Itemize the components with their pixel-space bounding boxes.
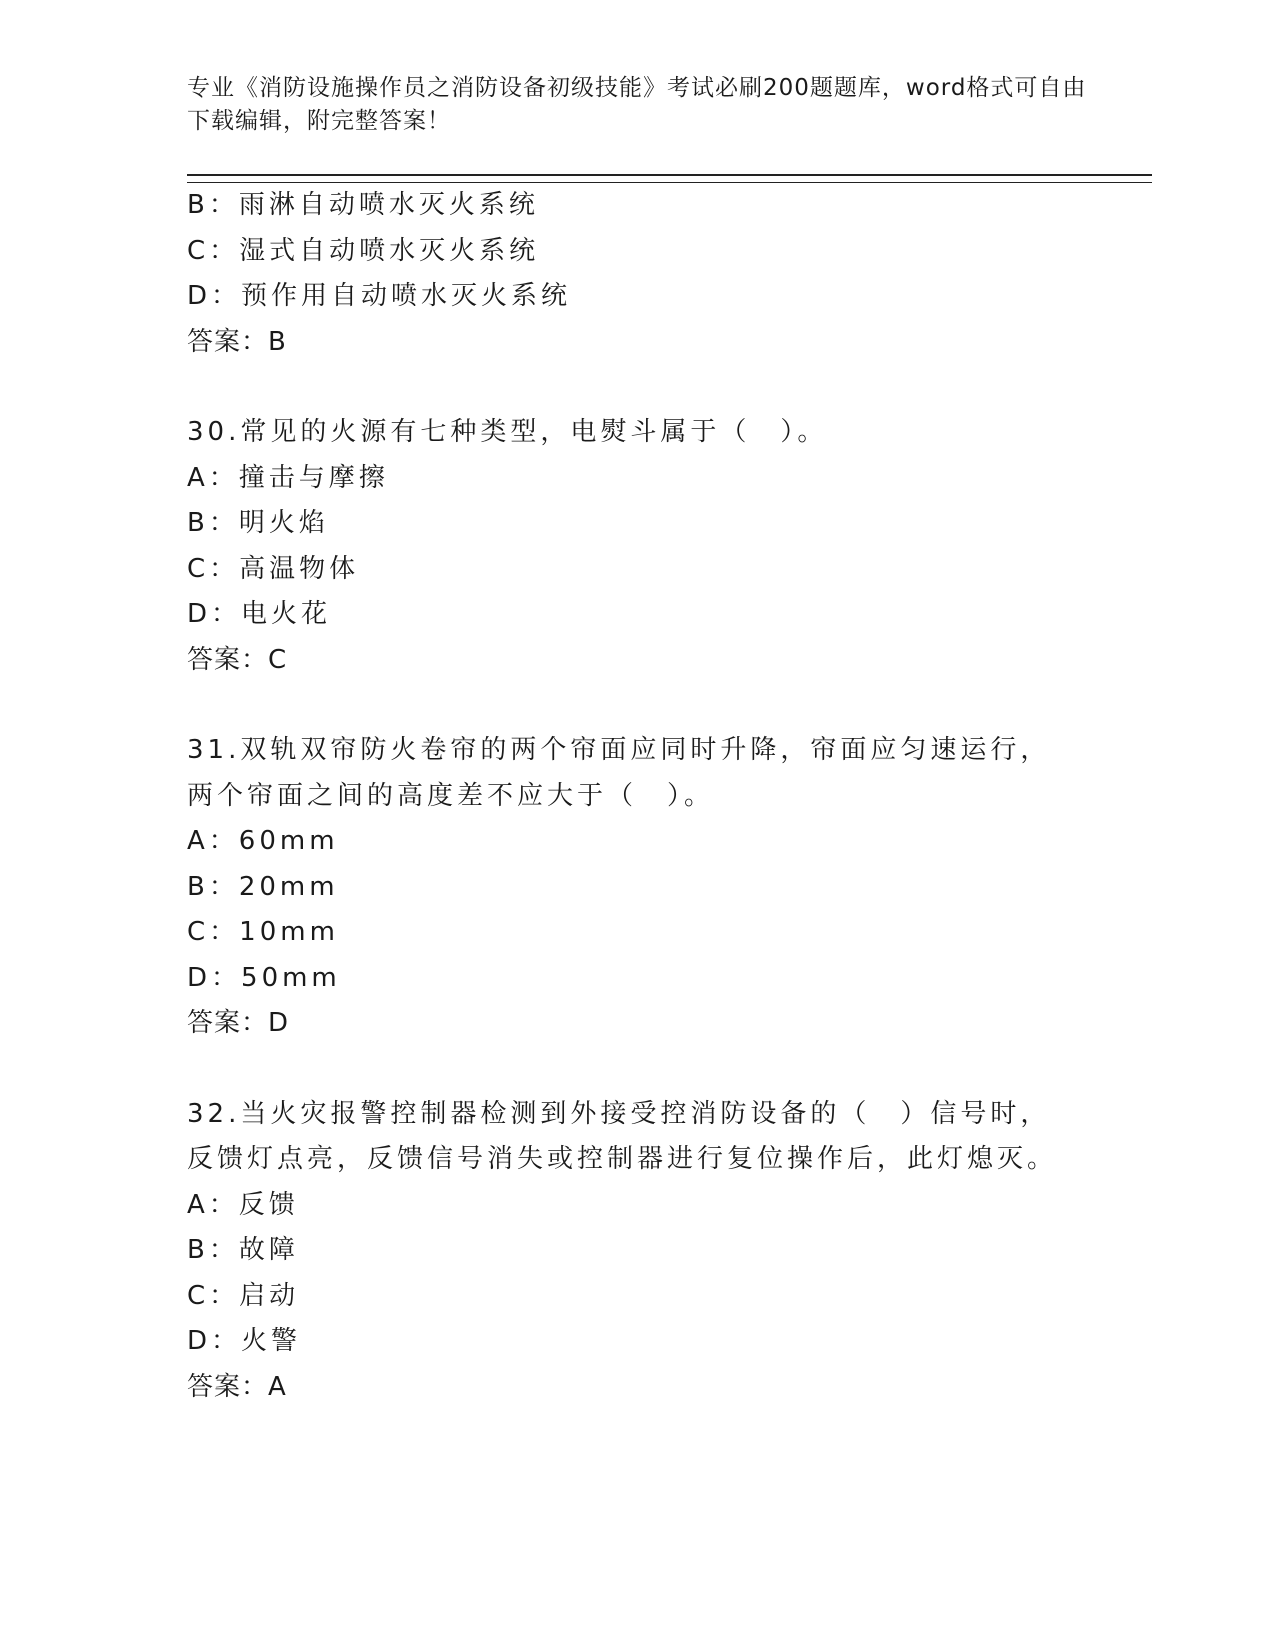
option-d: D：预作用自动喷水灭火系统 <box>187 281 572 311</box>
question-30 <box>187 410 1147 683</box>
answer-line: 答案：C <box>187 644 288 675</box>
question-stem: 31.双轨双帘防火卷帘的两个帘面应同时升降，帘面应匀速运行，两个帘面之间的高度差不应大于（ ）。 <box>187 735 1051 811</box>
prev-question-block <box>187 183 1147 365</box>
header-divider <box>187 174 1152 183</box>
option-a: A：60mm <box>187 826 339 856</box>
option-d: D：火警 <box>187 1326 302 1356</box>
document-header: 专业《消防设施操作员之消防设备初级技能》考试必刷200题题库，word格式可自由下载编辑，附完整答案！ <box>187 75 1087 134</box>
option-c: C：高温物体 <box>187 553 360 584</box>
option-b: B：20mm <box>187 871 339 902</box>
answer-line: 答案：A <box>187 1371 287 1402</box>
option-b: B：明火焰 <box>187 508 329 538</box>
option-c: C：湿式自动喷水灭火系统 <box>187 235 540 266</box>
document-page <box>187 72 1147 1410</box>
question-32 <box>187 1092 1147 1411</box>
question-31 <box>187 728 1147 1047</box>
option-a: A：反馈 <box>187 1189 299 1220</box>
question-stem: 30.常见的火源有七种类型，电熨斗属于（ ）。 <box>187 417 828 447</box>
option-a: A：撞击与摩擦 <box>187 462 389 493</box>
answer-line: 答案：D <box>187 1008 290 1038</box>
option-b: B：故障 <box>187 1235 299 1265</box>
option-d: D：电火花 <box>187 599 332 629</box>
option-d: D：50mm <box>187 962 341 993</box>
question-stem: 32.当火灾报警控制器检测到外接受控消防设备的（ ）信号时，反馈灯点亮，反馈信号消失或控制器进行复位操作后，此灯熄灭。 <box>187 1098 1058 1174</box>
option-c: C：10mm <box>187 917 339 947</box>
option-b: B：雨淋自动喷水灭火系统 <box>187 190 539 220</box>
answer-line: 答案：B <box>187 326 287 357</box>
option-c: C：启动 <box>187 1280 300 1311</box>
